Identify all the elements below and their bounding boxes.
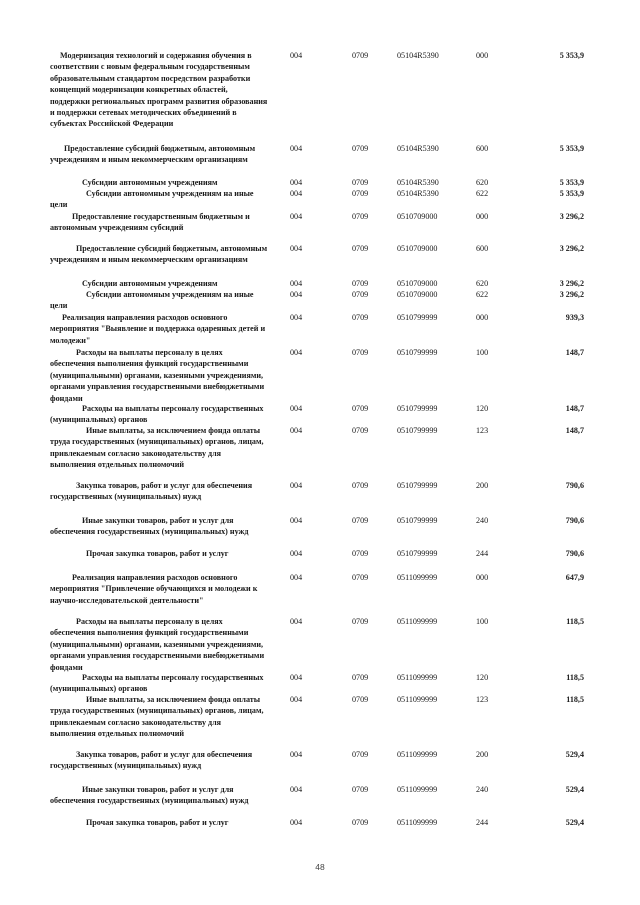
target-article-code: 0510799999 — [397, 481, 438, 490]
section-code: 0709 — [352, 51, 369, 60]
expense-type-code: 200 — [476, 750, 489, 759]
target-article-code: 0510709000 — [397, 279, 438, 288]
expense-type-code: 000 — [476, 51, 489, 60]
amount: 118,5 — [566, 695, 584, 704]
ministry-code: 004 — [290, 426, 303, 435]
row-name: Иные закупки товаров, работ и услуг для обеспечения государственных (муниципальных) нужд — [50, 516, 249, 537]
amount: 647,9 — [565, 573, 584, 582]
section-code: 0709 — [352, 573, 369, 582]
row-name: Иные выплаты, за исключением фонда оплаты труда государственных (муниципальных) органов, лицам, привлекаемым согласно законодательству для выполнения отдельных полномочий — [50, 426, 264, 470]
ministry-code: 004 — [290, 244, 303, 253]
expense-type-code: 200 — [476, 481, 489, 490]
row-name: Прочая закупка товаров, работ и услуг — [86, 818, 229, 827]
row-name: Модернизация технологий и содержания обучения в соответствии с новым федеральным государственным образовательным стандартом посредством разработки концепций модернизации конкретных областей, поддержки региональных программ развития образования и поддержки сетевых методических объединений в субъектах Российской Федерации — [50, 51, 268, 129]
ministry-code: 004 — [290, 617, 303, 626]
section-code: 0709 — [352, 244, 369, 253]
target-article-code: 0510799999 — [397, 348, 438, 357]
ministry-code: 004 — [290, 516, 303, 525]
expense-type-code: 620 — [476, 178, 489, 187]
expense-type-code: 600 — [476, 244, 489, 253]
row-name: Предоставление субсидий бюджетным, автономным учреждениям и иным некоммерческим организациям — [50, 244, 268, 265]
target-article-code: 0510799999 — [397, 313, 438, 322]
ministry-code: 004 — [290, 51, 303, 60]
row-name: Реализация направления расходов основного мероприятия "Привлечение обучающихся и молодежи к научно-исследовательской деятельности" — [50, 573, 258, 605]
expense-type-code: 120 — [476, 404, 489, 413]
ministry-code: 004 — [290, 404, 303, 413]
ministry-code: 004 — [290, 348, 303, 357]
ministry-code: 004 — [290, 144, 303, 153]
row-name: Предоставление государственным бюджетным и автономным учреждениям субсидий — [50, 212, 250, 233]
target-article-code: 0511099999 — [397, 818, 438, 827]
target-article-code: 0510799999 — [397, 404, 438, 413]
ministry-code: 004 — [290, 189, 303, 198]
section-code: 0709 — [352, 617, 369, 626]
amount: 148,7 — [565, 348, 584, 357]
target-article-code: 0511099999 — [397, 750, 438, 759]
amount: 5 353,9 — [559, 51, 584, 60]
expense-type-code: 600 — [476, 144, 489, 153]
ministry-code: 004 — [290, 178, 303, 187]
expense-type-code: 620 — [476, 279, 489, 288]
target-article-code: 0510709000 — [397, 290, 438, 299]
target-article-code: 0511099999 — [397, 617, 438, 626]
expense-type-code: 622 — [476, 290, 489, 299]
row-name: Закупка товаров, работ и услуг для обеспечения государственных (муниципальных) нужд — [50, 481, 253, 502]
row-name: Субсидии автономным учреждениям на иные цели — [50, 189, 254, 210]
ministry-code: 004 — [290, 290, 303, 299]
row-name: Субсидии автономным учреждениям — [82, 279, 218, 288]
target-article-code: 05104R5390 — [397, 144, 439, 153]
expense-type-code: 622 — [476, 189, 489, 198]
row-name: Закупка товаров, работ и услуг для обеспечения государственных (муниципальных) нужд — [50, 750, 253, 771]
row-name: Субсидии автономным учреждениям на иные цели — [50, 290, 254, 311]
section-code: 0709 — [352, 516, 369, 525]
expense-type-code: 240 — [476, 785, 489, 794]
amount: 3 296,2 — [559, 244, 584, 253]
row-name: Расходы на выплаты персоналу в целях обеспечения выполнения функций государственными (муниципальными) органами, казенными учреждениями, органами управления государственными внебюджетными фондами — [50, 617, 265, 672]
row-name: Расходы на выплаты персоналу в целях обеспечения выполнения функций государственными (муниципальными) органами, казенными учреждениями, органами управления государственными внебюджетными фондами — [50, 348, 265, 403]
amount: 148,7 — [565, 426, 584, 435]
amount: 5 353,9 — [559, 178, 584, 187]
expense-type-code: 120 — [476, 673, 489, 682]
amount: 3 296,2 — [559, 279, 584, 288]
row-name: Расходы на выплаты персоналу государственных (муниципальных) органов — [50, 404, 264, 425]
section-code: 0709 — [352, 189, 369, 198]
amount: 118,5 — [566, 673, 584, 682]
section-code: 0709 — [352, 313, 369, 322]
expense-type-code: 100 — [476, 617, 489, 626]
target-article-code: 05104R5390 — [397, 178, 439, 187]
ministry-code: 004 — [290, 313, 303, 322]
ministry-code: 004 — [290, 695, 303, 704]
page-number: 48 — [315, 862, 325, 872]
section-code: 0709 — [352, 695, 369, 704]
section-code: 0709 — [352, 279, 369, 288]
target-article-code: 05104R5390 — [397, 189, 439, 198]
amount: 529,4 — [565, 785, 584, 794]
row-name: Реализация направления расходов основного мероприятия "Выявление и поддержка одаренных детей и молодежи" — [50, 313, 266, 345]
section-code: 0709 — [352, 426, 369, 435]
section-code: 0709 — [352, 549, 369, 558]
row-name: Иные выплаты, за исключением фонда оплаты труда государственных (муниципальных) органов, лицам, привлекаемым согласно законодательству для выполнения отдельных полномочий — [50, 695, 264, 739]
section-code: 0709 — [352, 481, 369, 490]
amount: 118,5 — [566, 617, 584, 626]
ministry-code: 004 — [290, 212, 303, 221]
ministry-code: 004 — [290, 785, 303, 794]
ministry-code: 004 — [290, 279, 303, 288]
row-name: Субсидии автономным учреждениям — [82, 178, 218, 187]
amount: 790,6 — [565, 516, 584, 525]
amount: 529,4 — [565, 818, 584, 827]
ministry-code: 004 — [290, 673, 303, 682]
target-article-code: 0510799999 — [397, 549, 438, 558]
expense-type-code: 123 — [476, 426, 489, 435]
target-article-code: 05104R5390 — [397, 51, 439, 60]
expense-type-code: 244 — [476, 549, 489, 558]
amount: 529,4 — [565, 750, 584, 759]
amount: 3 296,2 — [559, 212, 584, 221]
expense-type-code: 000 — [476, 313, 489, 322]
target-article-code: 0511099999 — [397, 695, 438, 704]
target-article-code: 0511099999 — [397, 573, 438, 582]
row-name: Прочая закупка товаров, работ и услуг — [86, 549, 229, 558]
expense-type-code: 123 — [476, 695, 489, 704]
amount: 5 353,9 — [559, 144, 584, 153]
amount: 790,6 — [565, 549, 584, 558]
ministry-code: 004 — [290, 481, 303, 490]
ministry-code: 004 — [290, 549, 303, 558]
ministry-code: 004 — [290, 818, 303, 827]
section-code: 0709 — [352, 348, 369, 357]
section-code: 0709 — [352, 750, 369, 759]
expense-type-code: 100 — [476, 348, 489, 357]
expense-type-code: 240 — [476, 516, 489, 525]
section-code: 0709 — [352, 144, 369, 153]
expense-type-code: 000 — [476, 573, 489, 582]
amount: 148,7 — [565, 404, 584, 413]
amount: 939,3 — [565, 313, 584, 322]
target-article-code: 0510709000 — [397, 212, 438, 221]
row-name: Предоставление субсидий бюджетным, автономным учреждениям и иным некоммерческим организациям — [50, 144, 256, 165]
section-code: 0709 — [352, 785, 369, 794]
section-code: 0709 — [352, 818, 369, 827]
ministry-code: 004 — [290, 573, 303, 582]
target-article-code: 0510799999 — [397, 516, 438, 525]
section-code: 0709 — [352, 290, 369, 299]
expense-type-code: 000 — [476, 212, 489, 221]
target-article-code: 0510709000 — [397, 244, 438, 253]
target-article-code: 0511099999 — [397, 785, 438, 794]
target-article-code: 0510799999 — [397, 426, 438, 435]
section-code: 0709 — [352, 404, 369, 413]
expense-type-code: 244 — [476, 818, 489, 827]
row-name: Расходы на выплаты персоналу государственных (муниципальных) органов — [50, 673, 264, 694]
section-code: 0709 — [352, 178, 369, 187]
amount: 3 296,2 — [559, 290, 584, 299]
amount: 790,6 — [565, 481, 584, 490]
target-article-code: 0511099999 — [397, 673, 438, 682]
section-code: 0709 — [352, 212, 369, 221]
row-name: Иные закупки товаров, работ и услуг для обеспечения государственных (муниципальных) нужд — [50, 785, 249, 806]
section-code: 0709 — [352, 673, 369, 682]
amount: 5 353,9 — [559, 189, 584, 198]
ministry-code: 004 — [290, 750, 303, 759]
